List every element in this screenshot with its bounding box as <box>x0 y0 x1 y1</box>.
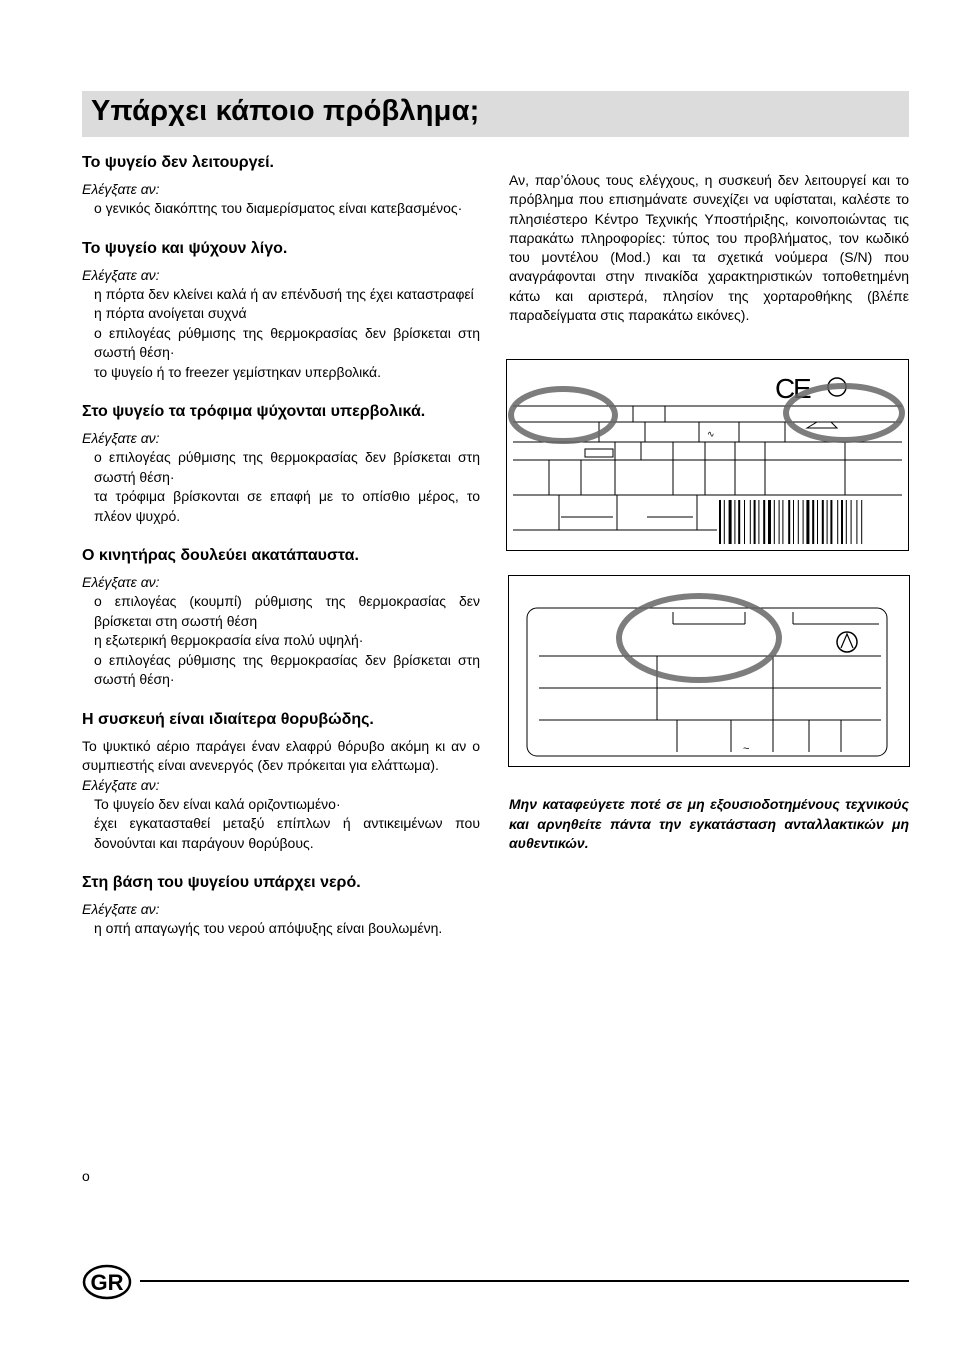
check-item: Το ψυγείο δεν είναι καλά οριζοντιωμένο· <box>94 795 341 812</box>
check-item: ο επιλογέας ρύθμισης της θερμοκρασίας δεν βρίσκεται στη σωστή θέση· <box>94 651 480 687</box>
problem-section <box>82 238 480 383</box>
rating-plate-example-1 <box>506 359 909 551</box>
plug-icon <box>807 422 837 428</box>
check-label: Ελέγξατε αν: <box>82 181 160 197</box>
highlight-ring-model-icon <box>511 389 615 441</box>
waveform-symbol: ∿ <box>707 429 715 439</box>
footer-rule <box>140 1280 909 1282</box>
check-label: Ελέγξατε αν: <box>82 574 160 590</box>
service-intro: Αν, παρ’όλους τους ελέγχους, η συσκευή δεν λειτουργεί και το πρόβλημα που επισημάνατε συνεχίζει να υφίσταται, καλέστε το πλησιέστερο Κέντρο Τεχνικής Υποστήριξης, κοινοποιώντας τις παρακάτω πληροφορίες: τύπος του προβλήματος, τον κωδικό του μοντέλου (Mod.) και τα σχετικά νούμερα (S/N) που αναγράφονται στην πινακίδα χαρακτηριστικών τοποθετημένη κάτω και αριστερά, πλησίον της χορταροθήκης (βλέπε παραδείγματα στις παρακάτω εικόνες). <box>509 172 909 324</box>
check-label: Ελέγξατε αν: <box>82 266 160 283</box>
check-item: η πόρτα δεν κλείνει καλά ή αν επένδυσή της έχει καταστραφεί <box>94 285 474 302</box>
section-title: Το ψυγείο και ψύχουν λίγο. <box>82 239 288 257</box>
highlight-ring-serial-icon <box>786 386 902 440</box>
section-text: Το ψυκτικό αέριο παράγει έναν ελαφρύ θόρυβο ακόμη κι αν ο συμπιεστής είναι ανενεργός (δεν πρόκειται για ελάττωμα). <box>82 737 480 773</box>
check-item: ο γενικός διακόπτης του διαμερίσματος είναι κατεβασμένος· <box>94 200 463 216</box>
problem-section <box>82 872 480 939</box>
warning-note: Μην καταφεύγετε ποτέ σε μη εξουσιοδοτημένους τεχνικούς και αρνηθείτε πάντα την εγκατάσταση ανταλλακτικών μη αυθεντικών. <box>509 796 909 851</box>
service-info-column <box>509 171 909 325</box>
language-badge-label: GR <box>90 1270 124 1295</box>
check-label: Ελέγξατε αν: <box>82 776 160 793</box>
title-bar <box>82 91 909 137</box>
check-item: ο επιλογέας ρύθμισης της θερμοκρασίας δεν βρίσκεται στη σωστή θέση· <box>94 324 480 360</box>
check-item: τα τρόφιμα βρίσκονται σε επαφή με το οπίσθιο μέρος, το πλέον ψυχρό. <box>94 488 480 524</box>
language-badge <box>82 1264 132 1300</box>
check-item: ο επιλογέας ρύθμισης της θερμοκρασίας δεν βρίσκεται στη σωστή θέση· <box>94 449 480 485</box>
rating-plate-1-drawing <box>507 360 908 550</box>
problem-section <box>82 545 480 690</box>
check-item: το ψυγείο ή το freezer γεμίστηκαν υπερβολικά. <box>94 363 382 380</box>
check-item: η οπή απαγωγής του νερού απόψυξης είναι βουλωμένη. <box>94 920 443 936</box>
section-title: Στο ψυγείο τα τρόφιμα ψύχονται υπερβολικά. <box>82 403 426 420</box>
section-title: Ο κινητήρας δουλεύει ακατάπαυστα. <box>82 547 359 564</box>
problem-section <box>82 709 480 854</box>
check-label: Ελέγξατε αν: <box>82 901 160 917</box>
check-item: έχει εγκατασταθεί μεταξύ επίπλων ή αντικειμένων που δονούνται και παράγουν θορύβους. <box>94 815 480 851</box>
check-label: Ελέγξατε αν: <box>82 430 160 446</box>
troubleshooting-column <box>82 152 480 958</box>
section-title: Στη βάση του ψυγείου υπάρχει νερό. <box>82 874 361 891</box>
certification-mark-icon <box>837 632 857 652</box>
check-item: ο επιλογέας (κουμπί) ρύθμισης της θερμοκρασίας δεν βρίσκεται στη σωστή θέση <box>94 593 480 629</box>
highlight-ring-model-serial-icon <box>619 596 779 680</box>
page-title: Υπάρχει κάποιο πρόβλημα; <box>91 95 480 127</box>
svg-text:C: C <box>775 373 796 404</box>
svg-text:E: E <box>793 373 812 404</box>
barcode-icon <box>719 500 862 544</box>
check-item: η εξωτερική θερμοκρασία είνα πολύ υψηλή· <box>94 632 364 648</box>
page-mark: o <box>82 1168 90 1184</box>
rating-plate-2-drawing <box>509 576 909 766</box>
problem-section <box>82 152 480 219</box>
check-item: η πόρτα ανοίγεται συχνά <box>94 305 247 321</box>
problem-section <box>82 401 480 526</box>
tilde-symbol: ~ <box>743 743 750 755</box>
section-title: Το ψυγείο δεν λειτουργεί. <box>82 154 274 171</box>
section-title: Η συσκευή είναι ιδιαίτερα θορυβώδης. <box>82 710 374 728</box>
rating-plate-example-2 <box>508 575 910 767</box>
